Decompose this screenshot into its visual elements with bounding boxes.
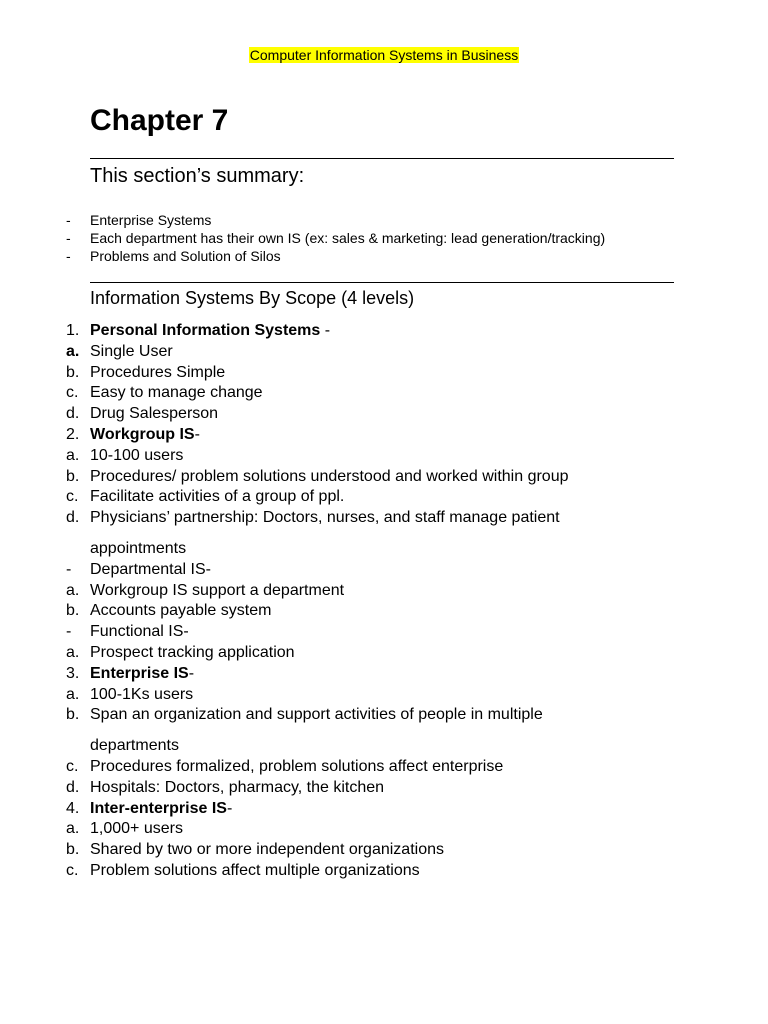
divider-line bbox=[90, 158, 674, 159]
outline-item-text: Span an organization and support activities of people in multiple bbox=[90, 706, 543, 724]
outline-marker: b. bbox=[66, 363, 80, 381]
outline-item bbox=[66, 840, 569, 861]
outline-item-title: Workgroup IS bbox=[90, 425, 195, 443]
outline-item-text: Procedures/ problem solutions understood and worked within group bbox=[90, 467, 569, 485]
outline-item-text: Easy to manage change bbox=[90, 384, 263, 402]
outline-item bbox=[66, 363, 569, 384]
bullet-dash: - bbox=[66, 248, 71, 264]
outline-marker: c. bbox=[66, 757, 79, 775]
outline-item-text: 10-100 users bbox=[90, 446, 184, 464]
outline-item-text: Physicians’ partnership: Doctors, nurses, and staff manage patient bbox=[90, 509, 560, 527]
outline-marker: a. bbox=[66, 820, 80, 838]
outline-item-text: 100-1Ks users bbox=[90, 685, 194, 703]
outline-marker: a. bbox=[66, 685, 80, 703]
outline-item-text: Hospitals: Doctors, pharmacy, the kitchen bbox=[90, 778, 385, 796]
outline-item bbox=[66, 622, 569, 643]
outline-item bbox=[66, 799, 569, 820]
outline-item-text: Facilitate activities of a group of ppl. bbox=[90, 488, 345, 506]
outline-item-title: Personal Information Systems bbox=[90, 322, 321, 339]
outline-marker: c. bbox=[66, 384, 79, 402]
outline-marker: - bbox=[66, 623, 72, 641]
chapter-title: Chapter 7 bbox=[90, 104, 229, 137]
summary-item-text: Each department has their own IS (ex: sales & marketing: lead generation/tracking) bbox=[90, 230, 606, 246]
outline-marker: c. bbox=[66, 861, 79, 879]
outline-item bbox=[66, 383, 569, 404]
outline-item bbox=[66, 778, 569, 799]
summary-item-text: Problems and Solution of Silos bbox=[90, 248, 281, 264]
outline-marker: b. bbox=[66, 706, 80, 724]
outline-item bbox=[66, 487, 569, 508]
outline-item-text: Shared by two or more independent organizations bbox=[90, 841, 444, 859]
outline-item-text: Single User bbox=[90, 342, 173, 360]
outline-item-text: Workgroup IS support a department bbox=[90, 581, 345, 599]
outline-item bbox=[66, 664, 569, 685]
outline-item bbox=[66, 685, 569, 706]
outline-item-continuation: departments bbox=[90, 737, 179, 755]
summary-item bbox=[66, 211, 605, 229]
outline-item bbox=[66, 342, 569, 363]
outline-marker: a. bbox=[66, 342, 80, 360]
scope-outline bbox=[66, 321, 569, 882]
outline-marker: a. bbox=[66, 643, 80, 661]
outline-marker: 3. bbox=[66, 664, 80, 682]
document-header bbox=[0, 46, 768, 64]
outline-item-text: - bbox=[320, 322, 331, 339]
outline-marker: 2. bbox=[66, 425, 80, 443]
outline-item-title: Inter-enterprise IS bbox=[90, 799, 227, 817]
outline-item bbox=[66, 757, 569, 778]
outline-item bbox=[66, 425, 569, 446]
outline-item bbox=[66, 404, 569, 425]
outline-marker: d. bbox=[66, 405, 80, 423]
outline-item-title: Enterprise IS bbox=[90, 664, 189, 682]
outline-item bbox=[66, 508, 569, 560]
outline-item-text: Accounts payable system bbox=[90, 602, 272, 620]
scope-heading: Information Systems By Scope (4 levels) bbox=[90, 288, 415, 308]
outline-marker: d. bbox=[66, 778, 80, 796]
outline-marker: 1. bbox=[66, 322, 80, 339]
summary-heading: This section’s summary: bbox=[90, 165, 305, 187]
outline-item bbox=[66, 581, 569, 602]
outline-item-continuation: appointments bbox=[90, 539, 187, 557]
outline-item-text: - bbox=[226, 799, 233, 817]
outline-marker: 4. bbox=[66, 799, 80, 817]
header-title: Computer Information Systems in Business bbox=[249, 47, 519, 63]
outline-item-text: Procedures formalized, problem solutions affect enterprise bbox=[90, 757, 504, 775]
bullet-dash: - bbox=[66, 230, 71, 246]
summary-item bbox=[66, 247, 605, 265]
outline-item-text: Drug Salesperson bbox=[90, 405, 219, 423]
outline-item bbox=[66, 446, 569, 467]
outline-marker: a. bbox=[66, 581, 80, 599]
outline-item bbox=[66, 861, 569, 882]
outline-marker: b. bbox=[66, 467, 80, 485]
outline-item-text: - bbox=[188, 664, 195, 682]
outline-marker: a. bbox=[66, 446, 80, 464]
outline-item-text: Prospect tracking application bbox=[90, 643, 295, 661]
summary-item bbox=[66, 229, 605, 247]
outline-marker: c. bbox=[66, 488, 79, 506]
outline-item bbox=[66, 601, 569, 622]
outline-marker: d. bbox=[66, 509, 80, 527]
outline-item bbox=[66, 560, 569, 581]
outline-item-text: Departmental IS- bbox=[90, 560, 211, 578]
summary-list bbox=[66, 211, 605, 265]
divider-line bbox=[90, 282, 674, 283]
bullet-dash: - bbox=[66, 212, 71, 228]
outline-item-text: Procedures Simple bbox=[90, 363, 226, 381]
outline-item-text: Functional IS- bbox=[90, 623, 189, 641]
outline-item bbox=[66, 819, 569, 840]
outline-marker: b. bbox=[66, 602, 80, 620]
outline-item bbox=[66, 467, 569, 488]
outline-item-text: Problem solutions affect multiple organizations bbox=[90, 861, 420, 879]
outline-marker: - bbox=[66, 560, 72, 578]
outline-item bbox=[66, 643, 569, 664]
outline-marker: b. bbox=[66, 841, 80, 859]
summary-item-text: Enterprise Systems bbox=[90, 212, 212, 228]
outline-item bbox=[66, 705, 569, 757]
outline-item-text: - bbox=[194, 425, 200, 443]
outline-item bbox=[66, 321, 569, 342]
outline-item-text: 1,000+ users bbox=[90, 820, 183, 838]
